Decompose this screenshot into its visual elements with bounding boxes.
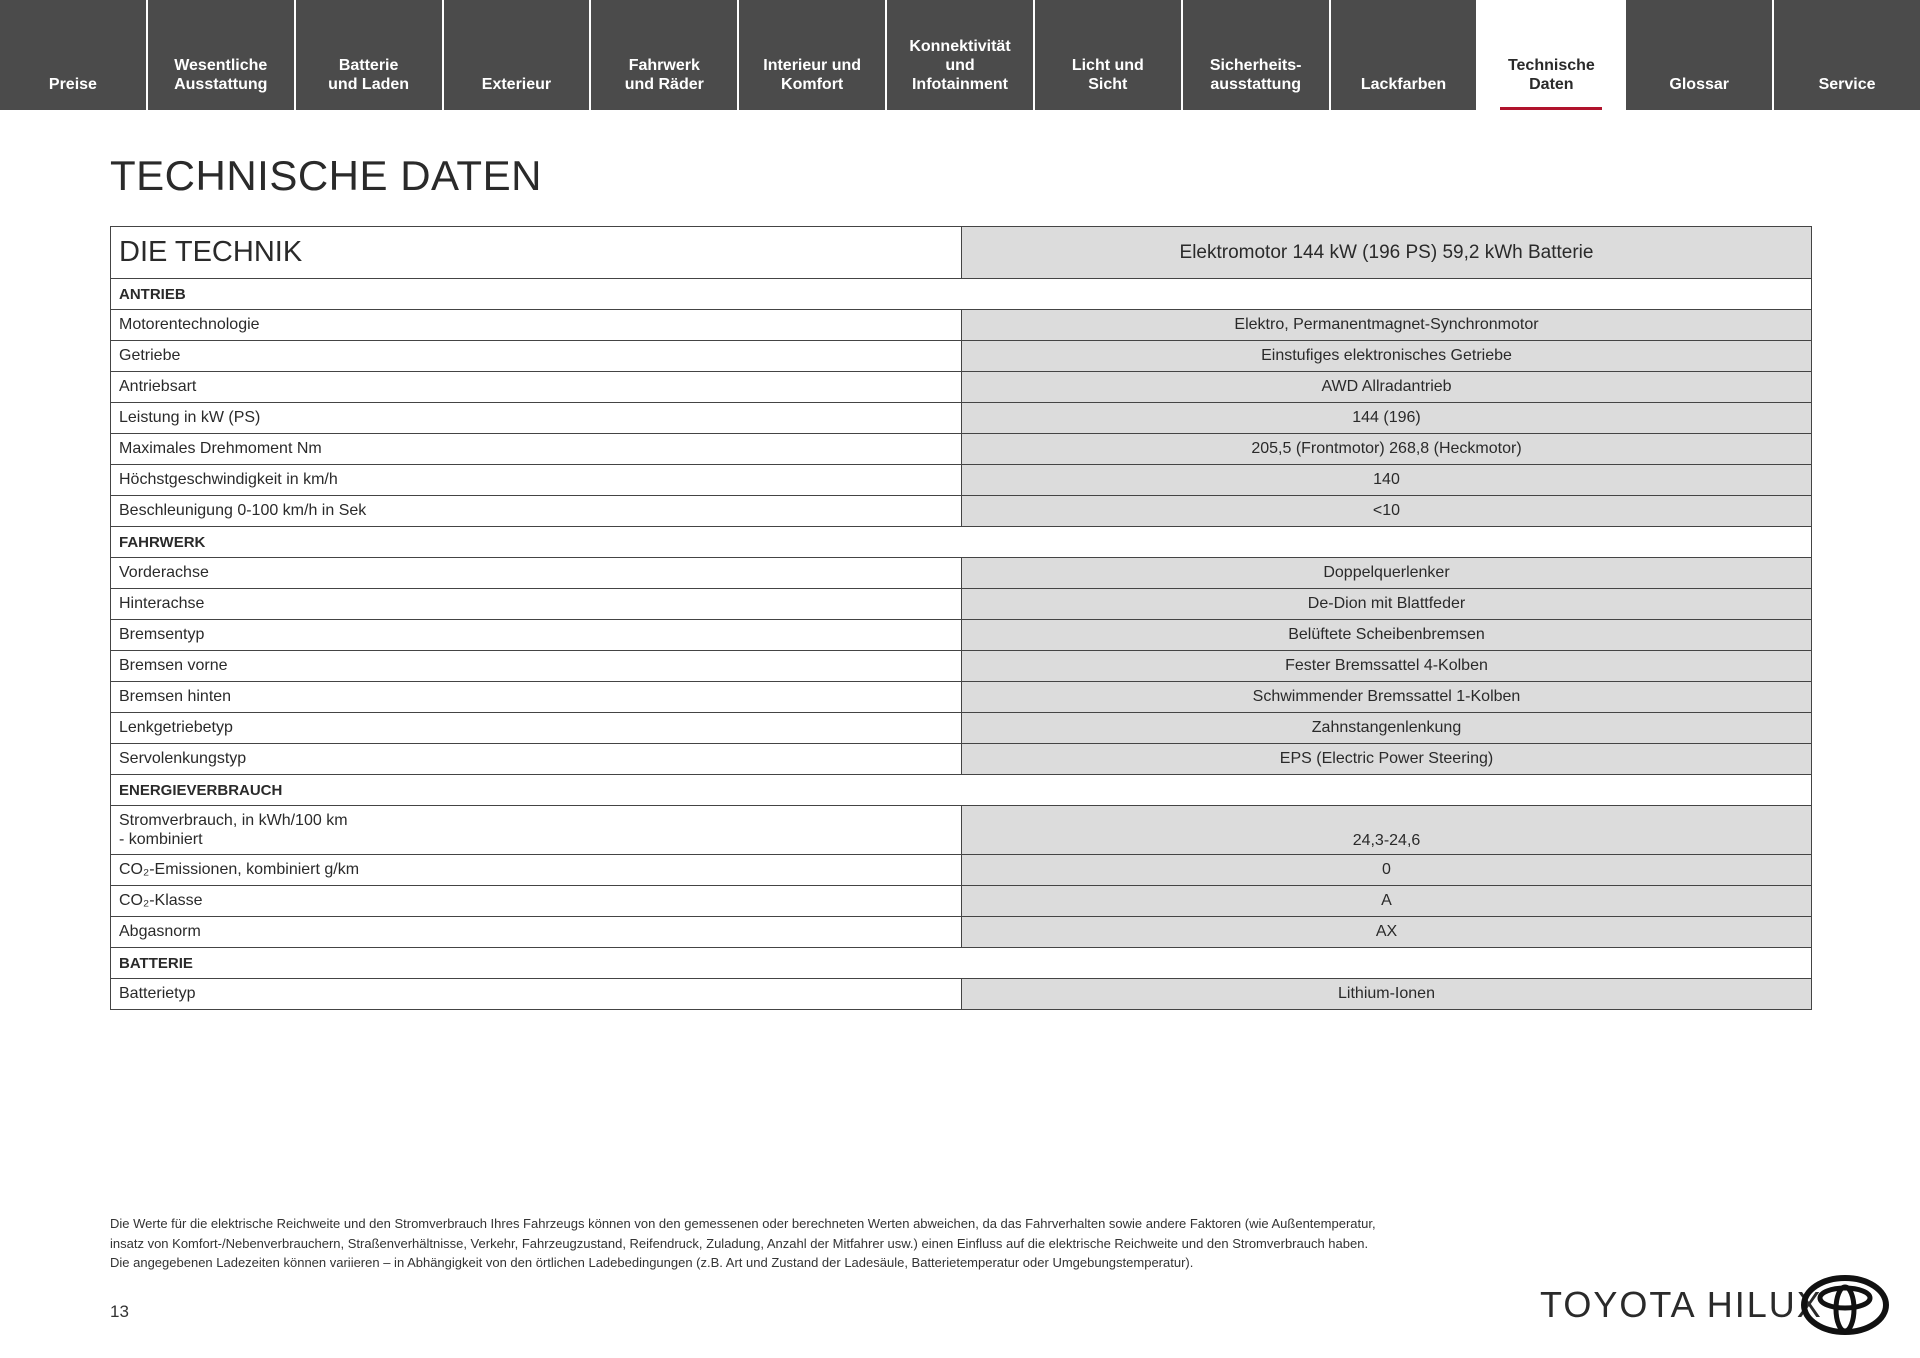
table-row — [111, 341, 1812, 372]
row-label: CO₂-Klasse — [111, 886, 962, 917]
row-value: Doppelquerlenker — [962, 558, 1812, 589]
table-row — [111, 558, 1812, 589]
table-row — [111, 744, 1812, 775]
tab-technische-daten[interactable]: Technische Daten — [1478, 0, 1624, 110]
row-label: Leistung in kW (PS) — [111, 403, 962, 434]
tab-glossar[interactable]: Glossar — [1626, 0, 1772, 110]
footnote-line: insatz von Komfort-/Nebenverbrauchern, Straßenverhältnisse, Verkehr, Fahrzeugzustand, Reifendruck, Zuladung, Anzahl der Mitfahrer usw.) einen Einfluss auf die elektrische Reichweite und den Stromverbrauch haben. — [110, 1235, 1369, 1251]
row-label: Servolenkungstyp — [111, 744, 962, 775]
row-value: AWD Allradantrieb — [962, 372, 1812, 403]
row-label: Abgasnorm — [111, 917, 962, 948]
tab-service[interactable]: Service — [1774, 0, 1920, 110]
page-title: TECHNISCHE DATEN — [110, 152, 542, 199]
row-value: 144 (196) — [962, 403, 1812, 434]
row-value: Fester Bremssattel 4-Kolben — [962, 651, 1812, 682]
tab-sicherheits-ausstattung[interactable]: Sicherheits- ausstattung — [1183, 0, 1329, 110]
row-label: Vorderachse — [111, 558, 962, 589]
row-value: <10 — [962, 496, 1812, 527]
row-value: Belüftete Scheibenbremsen — [962, 620, 1812, 651]
row-value: 205,5 (Frontmotor) 268,8 (Heckmotor) — [962, 434, 1812, 465]
table-row — [111, 855, 1812, 886]
section-title: BATTERIE — [111, 948, 1812, 979]
table-row — [111, 979, 1812, 1010]
footnote-line: Die angegebenen Ladezeiten können variieren – in Abhängigkeit von den örtlichen Ladebedingungen (z.B. Art und Zustand der Ladesäule, Batterietemperatur oder Umgebungstemperatur). — [110, 1255, 1194, 1270]
table-row — [111, 917, 1812, 948]
row-label: Bremsen hinten — [111, 682, 962, 713]
table-row — [111, 403, 1812, 434]
table-header-label: DIE TECHNIK — [111, 227, 962, 279]
row-label: Motorentechnologie — [111, 310, 962, 341]
table-row — [111, 310, 1812, 341]
row-value: Lithium-Ionen — [962, 979, 1812, 1010]
tab-licht-und-sicht[interactable]: Licht und Sicht — [1035, 0, 1181, 110]
row-label: Antriebsart — [111, 372, 962, 403]
tab-interieur-und-komfort[interactable]: Interieur und Komfort — [739, 0, 885, 110]
spec-table-body — [111, 227, 1812, 1010]
row-value: Elektro, Permanentmagnet-Synchronmotor — [962, 310, 1812, 341]
row-label: Stromverbrauch, in kWh/100 km - kombiniert — [111, 806, 962, 855]
row-label: CO₂-Emissionen, kombiniert g/km — [111, 855, 962, 886]
row-value: 0 — [962, 855, 1812, 886]
row-value: De-Dion mit Blattfeder — [962, 589, 1812, 620]
brand-name: TOYOTA HILUX — [1540, 1284, 1823, 1325]
footnote-line: Die Werte für die elektrische Reichweite und den Stromverbrauch Ihres Fahrzeugs können von den gemessenen oder berechneten Werten abweichen, da das Fahrverhalten sowie andere Faktoren (wie Außentemperatur, — [110, 1216, 1376, 1231]
tab-preise[interactable]: Preise — [0, 0, 146, 110]
tab-fahrwerk-und-räder[interactable]: Fahrwerk und Räder — [591, 0, 737, 110]
row-label: Maximales Drehmoment Nm — [111, 434, 962, 465]
table-row — [111, 682, 1812, 713]
row-value: EPS (Electric Power Steering) — [962, 744, 1812, 775]
row-value: Zahnstangenlenkung — [962, 713, 1812, 744]
table-header-value: Elektromotor 144 kW (196 PS) 59,2 kWh Batterie — [962, 227, 1812, 279]
table-row — [111, 372, 1812, 403]
table-row — [111, 806, 1812, 855]
row-value: Einstufiges elektronisches Getriebe — [962, 341, 1812, 372]
row-label: Höchstgeschwindigkeit in km/h — [111, 465, 962, 496]
table-row — [111, 651, 1812, 682]
table-row — [111, 620, 1812, 651]
row-value: A — [962, 886, 1812, 917]
row-label: Bremsen vorne — [111, 651, 962, 682]
table-row — [111, 713, 1812, 744]
table-header-row — [111, 227, 1812, 279]
table-row — [111, 589, 1812, 620]
row-label: Lenkgetriebetyp — [111, 713, 962, 744]
tab-wesentliche-ausstattung[interactable]: Wesentliche Ausstattung — [148, 0, 294, 110]
row-label: Getriebe — [111, 341, 962, 372]
row-value: 140 — [962, 465, 1812, 496]
table-row — [111, 886, 1812, 917]
tab-lackfarben[interactable]: Lackfarben — [1331, 0, 1477, 110]
section-title: FAHRWERK — [111, 527, 1812, 558]
section-row — [111, 948, 1812, 979]
spec-table — [110, 226, 1812, 1010]
tab-konnektivität-und-infotainment[interactable]: Konnektivität und Infotainment — [887, 0, 1033, 110]
row-label: Beschleunigung 0-100 km/h in Sek — [111, 496, 962, 527]
toyota-logo-icon — [1800, 1275, 1890, 1335]
row-value: AX — [962, 917, 1812, 948]
tab-exterieur[interactable]: Exterieur — [444, 0, 590, 110]
row-value: Schwimmender Bremssattel 1-Kolben — [962, 682, 1812, 713]
section-title: ENERGIEVERBRAUCH — [111, 775, 1812, 806]
table-row — [111, 434, 1812, 465]
tab-batterie-und-laden[interactable]: Batterie und Laden — [296, 0, 442, 110]
row-label: Bremsentyp — [111, 620, 962, 651]
row-label: Batterietyp — [111, 979, 962, 1010]
section-row — [111, 775, 1812, 806]
section-row — [111, 527, 1812, 558]
footnote — [110, 1214, 1630, 1273]
top-navigation — [0, 0, 1920, 110]
section-row — [111, 279, 1812, 310]
row-label: Hinterachse — [111, 589, 962, 620]
table-row — [111, 496, 1812, 527]
row-value: 24,3-24,6 — [962, 806, 1812, 855]
table-row — [111, 465, 1812, 496]
section-title: ANTRIEB — [111, 279, 1812, 310]
page-number: 13 — [110, 1302, 129, 1321]
